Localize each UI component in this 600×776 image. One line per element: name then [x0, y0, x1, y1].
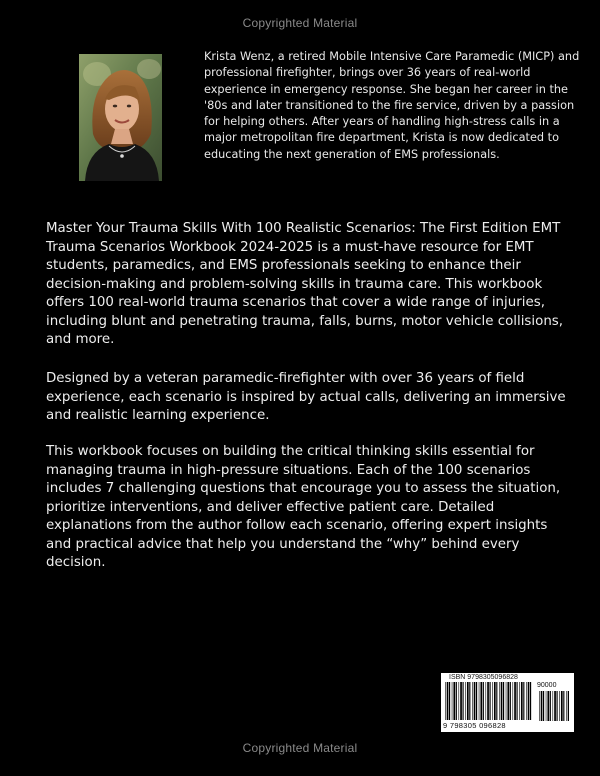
description-paragraph-2: Designed by a veteran paramedic-firefighter with over 36 years of field experience, each scenario is inspired by actual calls, delivering an immersive and realistic learning experience.: [46, 371, 566, 423]
author-photo: [79, 54, 162, 181]
isbn-label: ISBN 9798305096828: [449, 674, 518, 681]
isbn-barcode: [441, 673, 574, 732]
author-portrait-image: [79, 54, 162, 181]
author-bio: Krista Wenz, a retired Mobile Intensive Care Paramedic (MICP) and professional firefighter, brings over 36 years of real-world experience in emergency response. She began her career in the '80s and later transitioned to the fire service, driven by a passion for helping others. After years of handling high-stress calls in a major metropolitan fire department, Krista is now dedicated to educating the next generation of EMS professionals.: [204, 50, 580, 161]
barcode-digits: 9 798305 096828: [443, 721, 506, 730]
description-paragraph-1: Master Your Trauma Skills With 100 Realistic Scenarios: The First Edition EMT Trauma Scenarios Workbook 2024-2025 is a must-have resource for EMT students, paramedics, and EMS professionals seeking to enhance their decision-making and problem-solving skills in trauma care. This workbook offers 100 real-world trauma scenarios that cover a wide range of injuries, including blunt and penetrating trauma, falls, burns, motor vehicle collisions, and more.: [46, 221, 564, 347]
copyright-watermark-bottom: Copyrighted Material: [242, 741, 358, 755]
copyright-watermark-top: Copyrighted Material: [242, 16, 358, 30]
addon-barcode-bars: [539, 691, 569, 721]
ean-barcode-bars: [445, 682, 533, 720]
description-paragraph-3: This workbook focuses on building the critical thinking skills essential for managing trauma in high-pressure situations. Each of the 100 scenarios includes 7 challenging questions that encourage you to assess the situation, prioritize interventions, and deliver effective patient care. Detailed explanations from the author follow each scenario, offering expert insights and practical advice that help you understand the “why” behind every decision.: [46, 444, 561, 570]
barcode-price-code: 90000: [537, 682, 557, 689]
